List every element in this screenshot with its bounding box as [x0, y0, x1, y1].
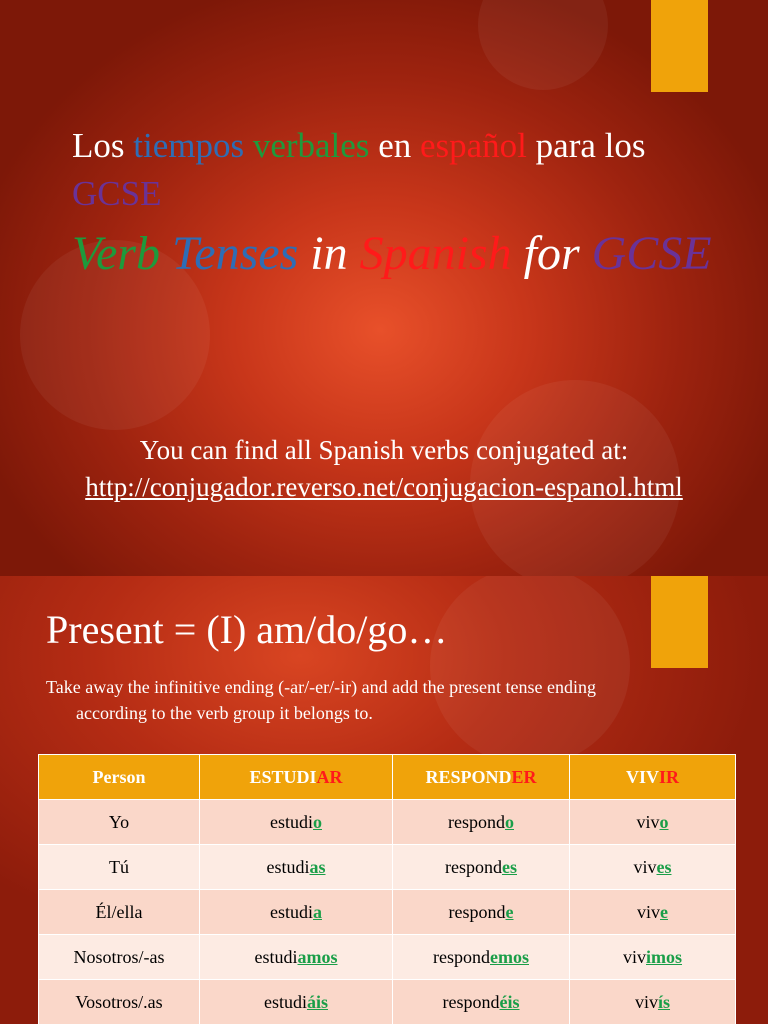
present-description	[46, 674, 726, 726]
verb-ending: es	[656, 856, 672, 877]
conjugation-cell	[570, 980, 736, 1024]
description-line: Take away the infinitive ending (-ar/-er/-ir) and add the present tense ending	[46, 677, 597, 697]
header-person: Person	[39, 755, 200, 800]
verb-ending: o	[505, 811, 514, 832]
title-segment: Tenses	[171, 227, 299, 280]
verb-stem: estudi	[263, 991, 307, 1012]
person-cell: Nosotros/-as	[39, 935, 200, 980]
header-er-verb: RESPONDER	[393, 755, 570, 800]
title-segment: in	[298, 227, 360, 280]
person-cell: Yo	[39, 800, 200, 845]
conjugation-cell	[393, 935, 570, 980]
verb-stem: viv	[636, 811, 660, 832]
english-title	[72, 222, 712, 286]
present-title: Present = (I) am/do/go…	[46, 607, 448, 652]
conjugation-cell	[570, 845, 736, 890]
verb-stem: estudi	[254, 946, 298, 967]
header-ar-verb: ESTUDIAR	[200, 755, 393, 800]
conjugation-cell	[200, 800, 393, 845]
title-segment: español	[419, 126, 527, 165]
table-row	[39, 800, 736, 845]
table-row	[39, 980, 736, 1024]
conjugation-table	[38, 754, 736, 1024]
title-segment: Los	[72, 126, 134, 165]
verb-stem: viv	[622, 946, 646, 967]
title-segment: tiempos	[133, 126, 245, 165]
table-header-row	[39, 755, 736, 800]
title-segment	[160, 227, 172, 280]
table-row	[39, 890, 736, 935]
verb-ending: as	[309, 856, 326, 877]
verb-ending: imos	[646, 946, 682, 967]
verb-stem: estudi	[266, 856, 310, 877]
verb-stem: respond	[442, 991, 500, 1012]
conjugation-cell	[200, 980, 393, 1024]
bokeh-circle	[430, 576, 630, 766]
verb-ending: emos	[490, 946, 529, 967]
title-segment	[244, 126, 253, 165]
verb-ending: e	[505, 901, 514, 922]
title-segment: en	[369, 126, 420, 165]
verb-stem: estudi	[270, 901, 313, 922]
verb-ending: ís	[658, 991, 671, 1012]
verb-ending: amos	[297, 946, 338, 967]
conjugation-cell	[570, 890, 736, 935]
verb-ending: o	[659, 811, 669, 832]
conjugation-cell	[393, 845, 570, 890]
conjugation-cell	[200, 890, 393, 935]
table-row	[39, 935, 736, 980]
verb-stem: estudi	[270, 811, 313, 832]
spanish-title	[72, 122, 712, 218]
conjugation-cell	[393, 890, 570, 935]
verb-ending: éis	[499, 991, 520, 1012]
accent-bar	[651, 0, 708, 92]
bokeh-circle	[478, 0, 608, 90]
person-cell: Él/ella	[39, 890, 200, 935]
title-segment: GCSE	[591, 227, 712, 280]
title-segment: GCSE	[72, 174, 162, 213]
verb-ending: a	[313, 901, 322, 922]
verb-ending: e	[660, 901, 668, 922]
title-segment: for	[511, 227, 592, 280]
reference-info	[0, 432, 768, 506]
verb-ending: áis	[306, 991, 328, 1012]
info-text: You can find all Spanish verbs conjugated at:	[139, 435, 629, 465]
slide-present-tense	[0, 576, 768, 1024]
verb-ending: o	[313, 811, 322, 832]
person-cell: Vosotros/.as	[39, 980, 200, 1024]
conjugator-link[interactable]: http://conjugador.reverso.net/conjugacion-espanol.html	[85, 472, 683, 502]
conjugation-cell	[570, 935, 736, 980]
title-segment: Spanish	[359, 227, 512, 280]
verb-stem: viv	[636, 901, 660, 922]
title-segment: para los	[526, 126, 646, 165]
conjugation-cell	[393, 980, 570, 1024]
verb-ending: es	[502, 856, 517, 877]
conjugation-cell	[200, 845, 393, 890]
conjugation-cell	[200, 935, 393, 980]
header-ir-verb: VIVIR	[570, 755, 736, 800]
title-segment: verbales	[252, 126, 370, 165]
title-segment: Verb	[72, 227, 160, 280]
verb-stem: respond	[445, 856, 502, 877]
conjugation-cell	[393, 800, 570, 845]
verb-stem: respond	[448, 811, 505, 832]
verb-stem: respond	[433, 946, 490, 967]
accent-bar	[651, 576, 708, 668]
verb-stem: viv	[634, 991, 658, 1012]
person-cell: Tú	[39, 845, 200, 890]
verb-stem: viv	[633, 856, 657, 877]
table-row	[39, 845, 736, 890]
verb-stem: respond	[448, 901, 506, 922]
description-line: according to the verb group it belongs to.	[76, 703, 373, 723]
conjugation-cell	[570, 800, 736, 845]
